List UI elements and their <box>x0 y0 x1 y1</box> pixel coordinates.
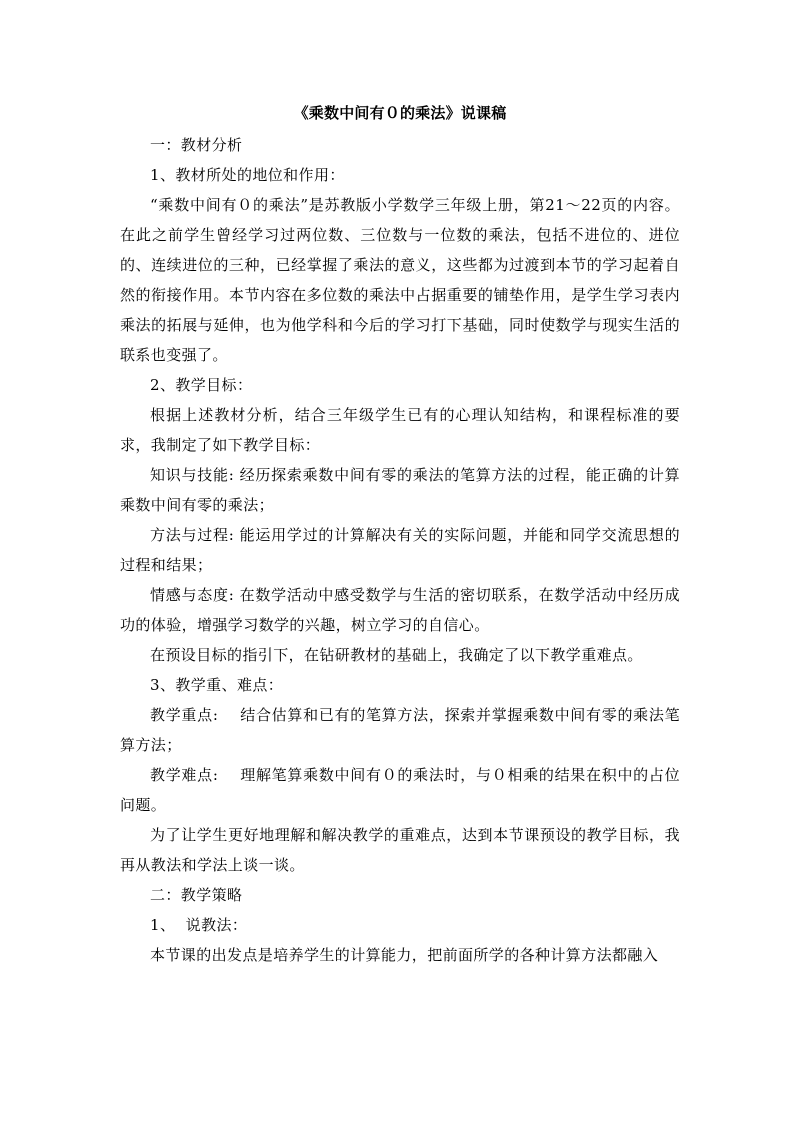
subsection-heading-1-1: 1、教材所处的地位和作用： <box>150 166 345 184</box>
paragraph-objective-emotion: 情感与态度: 在数学活动中感受数学与生活的密切联系，在数学活动中经历成功的体验，增强学习数学的兴趣，树立学习的自信心。 <box>120 586 680 634</box>
section-heading-2: 二：教学策略 <box>150 886 243 904</box>
subsection-heading-2-1: 1、 说教法： <box>150 916 248 934</box>
paragraph-key-points-intro: 在预设目标的指引下，在钻研教材的基础上，我确定了以下教学重难点。 <box>150 646 643 664</box>
paragraph-difficult-point: 教学难点: 理解笔算乘数中间有０的乘法时，与０相乘的结果在积中的占位问题。 <box>120 766 680 814</box>
document-page <box>120 100 680 970</box>
paragraph-objectives-intro: 根据上述教材分析，结合三年级学生已有的心理认知结构，和课程标准的要求，我制定了如下教学目标： <box>120 406 680 454</box>
paragraph-material-position: “乘数中间有０的乘法”是苏教版小学数学三年级上册，第21～22页的内容。在此之前学生曾经学习过两位数、三位数与一位数的乘法，包括不进位的、进位的、连续进位的三种，已经掌握了乘法的意义，这些都为过渡到本节的学习起着自然的衔接作用。本节内容在多位数的乘法中占据重要的铺垫作用，是学生学习表内乘法的拓展与延伸，也为他学科和今后的学习打下基础，同时使数学与现实生活的联系也变强了。 <box>120 196 680 364</box>
section-heading-1: 一：教材分析 <box>150 136 243 154</box>
subsection-heading-1-2: 2、教学目标： <box>150 376 253 394</box>
paragraph-objective-knowledge: 知识与技能: 经历探索乘数中间有零的乘法的笔算方法的过程，能正确的计算乘数中间有零的乘法； <box>120 466 680 514</box>
paragraph-transition: 为了让学生更好地理解和解决教学的重难点，达到本节课预设的教学目标，我再从教法和学法上谈一谈。 <box>120 826 680 874</box>
paragraph-key-point: 教学重点: 结合估算和已有的笔算方法，探索并掌握乘数中间有零的乘法笔算方法； <box>120 706 680 754</box>
paragraph-teaching-method: 本节课的出发点是培养学生的计算能力，把前面所学的各种计算方法都融入 <box>150 946 659 964</box>
document-title: 《乘数中间有０的乘法》说课稿 <box>293 104 507 122</box>
paragraph-objective-method: 方法与过程: 能运用学过的计算解决有关的实际问题，并能和同学交流思想的过程和结果； <box>120 526 680 574</box>
subsection-heading-1-3: 3、教学重、难点： <box>150 676 284 694</box>
